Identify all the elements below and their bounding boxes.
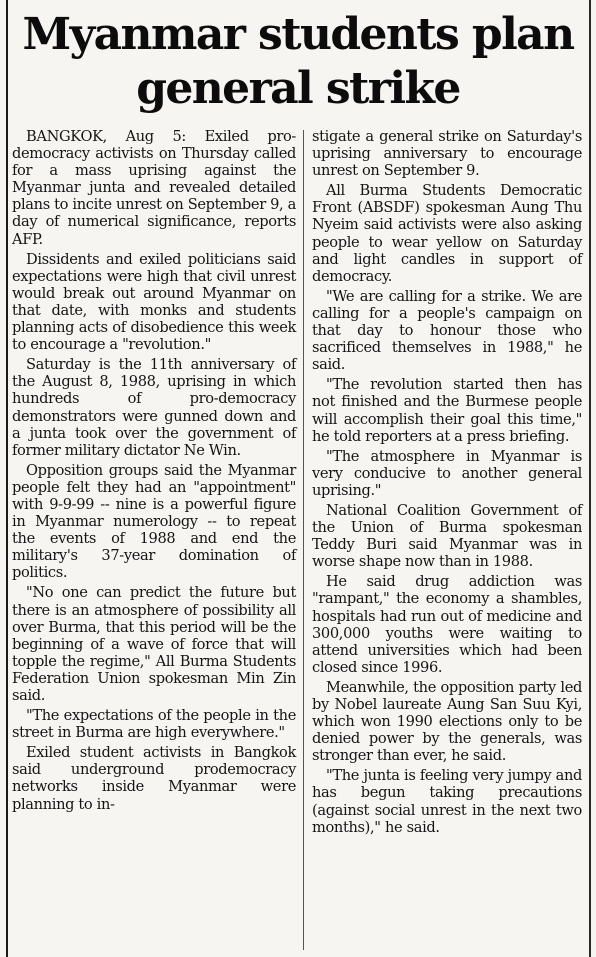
paragraph: Saturday is the 11th anniversary of the August 8, 1988, uprising in which hundreds of pro-democracy demonstrators were gunned down and a junta took over the government of former military dictator Ne Win. xyxy=(12,356,296,459)
column-divider xyxy=(303,130,304,950)
paragraph: "We are calling for a strike. We are calling for a people's campaign on that day to honour those who sacrificed themselves in 1988," he said. xyxy=(312,287,582,374)
paragraph: "No one can predict the future but there is an atmosphere of possibility all over Burma, that this period will be the beginning of a wave of force that will topple the regime," All Burma Students Federation Union spokesman Min Zin said. xyxy=(12,584,296,704)
article-column-left xyxy=(12,128,296,816)
paragraph: BANGKOK, Aug 5: Exiled pro-democracy activists on Thursday called for a mass uprising against the Myanmar junta and revealed detailed plans to incite unrest on September 9, a day of numerical significance, reports AFP. xyxy=(12,128,296,248)
paragraph: Exiled student activists in Bangkok said underground prodemocracy networks inside Myanmar were planning to in- xyxy=(12,744,296,813)
paragraph: "The atmosphere in Myanmar is very conducive to another general uprising." xyxy=(312,447,582,499)
paragraph: Meanwhile, the opposition party led by Nobel laureate Aung San Suu Kyi, which won 1990 elections only to be denied power by the generals, was stronger than ever, he said. xyxy=(312,678,582,765)
paragraph: "The expectations of the people in the street in Burma are high everywhere." xyxy=(12,707,296,742)
left-border-rule xyxy=(6,0,8,957)
paragraph: "The revolution started then has not finished and the Burmese people will accomplish their goal this time," he told reporters at a press briefing. xyxy=(312,376,582,445)
article-column-right xyxy=(312,128,582,839)
headline: Myanmar students plan general strike xyxy=(22,9,574,114)
paragraph-continued: stigate a general strike on Saturday's uprising anniversary to encourage unrest on September 9. xyxy=(312,128,582,180)
paragraph: "The junta is feeling very jumpy and has begun taking precautions (against social unrest in the next two months)," he said. xyxy=(312,767,582,836)
paragraph: All Burma Students Democratic Front (ABSDF) spokesman Aung Thu Nyeim said activists were also asking people to wear yellow on Saturday and light candles in support of democracy. xyxy=(312,182,582,285)
paragraph: Opposition groups said the Myanmar people felt they had an "appointment" with 9-9-99 -- nine is a powerful figure in Myanmar numerology -- to repeat the events of 1988 and end the military's 37-year domination of politics. xyxy=(12,461,296,582)
paragraph: He said drug addiction was "rampant," the economy a shambles, hospitals had run out of medicine and 300,000 youths were waiting to attend universities which had been closed since 1996. xyxy=(312,573,582,676)
right-border-rule xyxy=(589,0,591,957)
paragraph: National Coalition Government of the Union of Burma spokesman Teddy Buri said Myanmar was in worse shape now than in 1988. xyxy=(312,501,582,571)
paragraph: Dissidents and exiled politicians said expectations were high that civil unrest would break out around Myanmar on that date, with monks and students planning acts of disobedience this week to encourage a "revolution." xyxy=(12,250,296,354)
